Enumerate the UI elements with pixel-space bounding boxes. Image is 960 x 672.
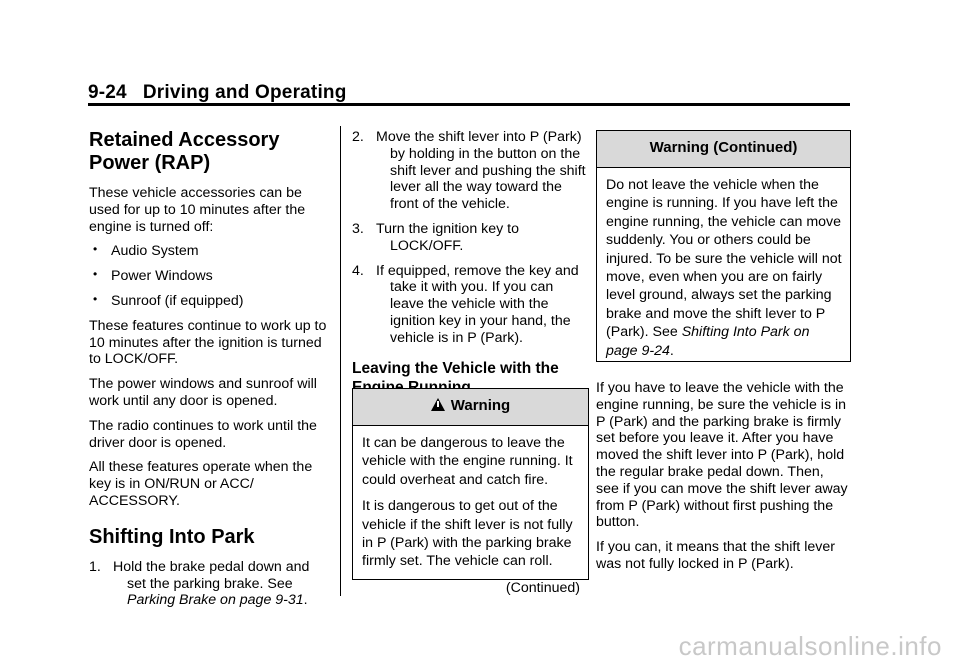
col3-para-1: If you have to leave the vehicle with the engine running, be sure the vehicle is in P (Park) and the parking brake is firmly set before you leave it. After you have moved the shift lever into P (Park), hold the regular brake pedal down. Then, see if you can move the shift lever away from P (Park) without first pushing the button. [596,380,848,531]
rap-para-1: These features continue to work up to 10 minutes after the ignition is turned to LOCK/OFF. [89,317,327,368]
warning-continued-box [596,130,851,362]
text-end: . [669,342,674,359]
column-1 [89,129,329,617]
step-text: Turn the ignition key to LOCK/OFF. [376,220,520,254]
step-text: Move the shift lever into P (Park) by holding in the button on the shift lever and pushing the shift lever all the way toward the front of the vehicle. [376,129,586,213]
rap-intro: These vehicle accessories can be used for up to 10 minutes after the engine is turned off: [89,185,306,235]
column-2 [352,129,588,409]
warning-para-2: It is dangerous to get out of the vehicle if the shift lever is not fully in P (Park) with the parking brake firmly set. The vehicle can roll. [362,498,573,570]
column-3 [596,380,850,581]
watermark: carmanualsonline.info [678,631,942,661]
rap-para-3: The radio continues to work until the driver door is opened. [89,417,317,451]
leaving-heading: Leaving the Vehicle with the [352,359,559,377]
park-step-1 [89,559,329,609]
step-end: . [303,592,308,609]
warning-continued-body [597,168,850,366]
column-divider [340,126,341,596]
park-step-4 [352,263,588,347]
rap-para-2: The power windows and sunroof will work until any door is opened. [89,376,317,409]
col3-para-2: If you can, it means that the shift lever was not fully locked in P (Park). [596,539,835,572]
bullet-audio: • Audio System [89,243,329,260]
rap-para-4: All these features operate when the key is in ON/RUN or ACC/ ACCESSORY. [89,459,313,509]
page-number: 9-24 [88,82,127,103]
rap-heading [89,129,329,175]
step-number: 2. [352,129,364,145]
step-number: 1. [89,558,101,575]
chapter-title: Driving and Operating [142,82,347,103]
header-rule [88,103,850,106]
warning-continued-header: Warning (Continued) [597,131,850,168]
warning-para-1: It can be dangerous to leave the vehicle with the engine running. It could overheat and catch fire. [362,435,573,488]
park-heading: Shifting Into Park [89,525,255,548]
rap-heading-line1: Retained Accessory [89,129,280,151]
page-header [88,82,347,104]
step-text: Hold the brake pedal down and set the parking brake. See [113,558,310,592]
rap-heading-line2: Power (RAP) [89,152,211,174]
park-step-2 [352,129,588,213]
warning-box [352,388,589,596]
bullet-sunroof: • Sunroof (if equipped) [89,293,329,310]
cross-reference-link[interactable]: Shifting Into Park on page 9-24 [606,324,810,359]
warning-triangle-icon [431,398,445,411]
bullet-windows: • Power Windows [89,268,329,285]
warning-body [353,426,588,603]
step-text: If equipped, remove the key and take it with you. If you can leave the vehicle with the ignition key in your hand, the vehicle is in P (Park). [376,262,579,346]
cross-reference-link[interactable]: Parking Brake on page 9-31 [127,592,304,609]
warning-label: Warning [450,397,511,414]
step-number: 4. [352,262,364,279]
park-step-3 [352,221,588,255]
step-number: 3. [352,220,364,237]
warning-header [353,389,588,426]
continued-label: (Continued) [505,579,580,596]
warning-continued-text: Do not leave the vehicle when the engine is running. If you have left the engine running, the vehicle can move suddenly. You or others could be injured. To be sure the vehicle will not move, even when you are on fairly level ground, always set the parking brake and move the shift lever to P (Park). See [606,177,842,341]
